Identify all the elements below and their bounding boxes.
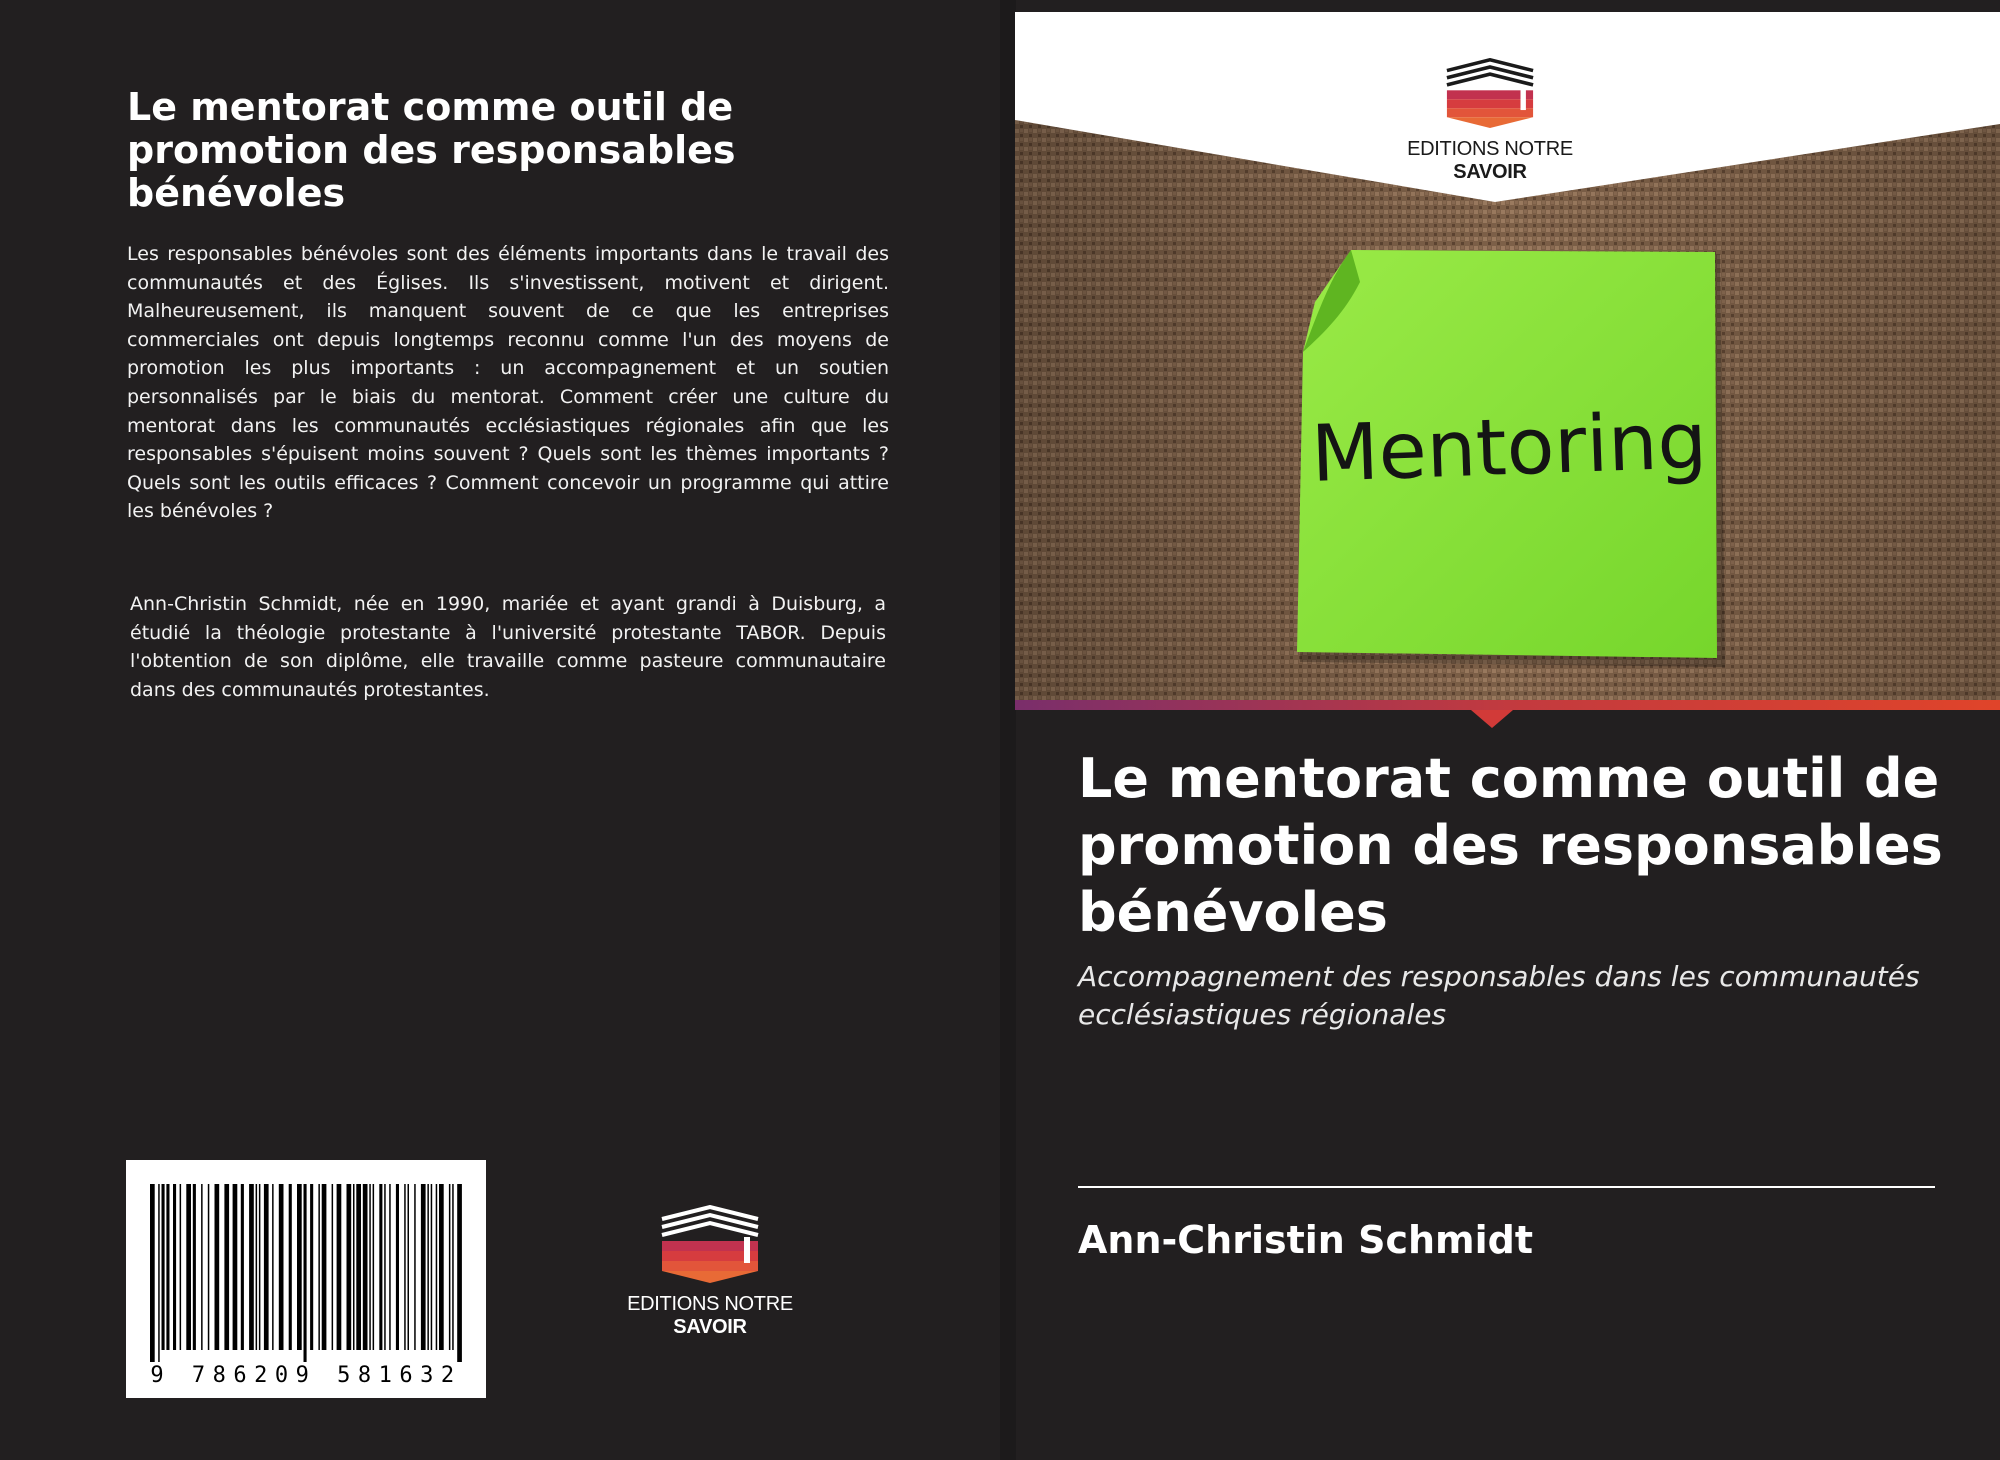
publisher-name-light: EDITIONS NOTRE: [627, 1293, 793, 1315]
back-publisher-name: [590, 1293, 830, 1339]
barcode-bar: [173, 1184, 176, 1350]
author-biography: Ann-Christin Schmidt, née en 1990, mariée et ayant grandi à Duisburg, a étudié la théologie protestante à l'université protestante TABOR. Depuis l'obtention de son diplôme, elle travaille comme pasteure communautaire dans des communautés protestantes.: [130, 593, 886, 701]
barcode-bar: [233, 1184, 238, 1350]
barcode-bar: [449, 1184, 451, 1350]
accent-stripe: [1015, 700, 2000, 710]
barcode-bar: [215, 1184, 220, 1350]
barcode-bar: [457, 1184, 462, 1362]
publisher-name-light: EDITIONS NOTRE: [1407, 138, 1573, 160]
barcode-bar: [318, 1184, 320, 1350]
back-cover-summary: Les responsables bénévoles sont des éléments importants dans le travail des communautés et des Églises. Ils s'investissent, motivent et dirigent. Malheureusement, ils manquent souvent de ce que les entreprises commerciales ont depuis longtemps reconnu comme l'un des moyens de promotion les plus importants : un accompagnement et un soutien personnalisés par le biais du mentorat. Comment créer une culture du mentorat dans les communautés ecclésiastiques régionales afin que les responsables s'épuisent moins souvent ? Quels sont les thèmes importants ? Quels sont les outils efficaces ? Comment concevoir un programme qui attire les bénévoles ?: [127, 243, 889, 523]
barcode-bars: [126, 1160, 486, 1365]
stacked-books-icon: [1443, 58, 1537, 128]
barcode-bar: [289, 1184, 292, 1350]
barcode-bar: [279, 1184, 284, 1350]
barcode-bar: [310, 1184, 313, 1350]
note-text: Mentoring: [1309, 396, 1709, 500]
title-divider: [1078, 1186, 1935, 1188]
barcode-bar: [224, 1184, 229, 1350]
barcode-bar: [337, 1184, 342, 1350]
accent-notch: [1471, 710, 1513, 728]
barcode-bar: [322, 1184, 327, 1350]
barcode-bar: [158, 1184, 160, 1362]
barcode-bar: [431, 1184, 433, 1350]
barcode-bar: [166, 1184, 169, 1350]
barcode-bar: [379, 1184, 382, 1350]
barcode-bar: [180, 1184, 182, 1350]
barcode-bar: [439, 1184, 444, 1350]
back-cover-title: Le mentorat comme outil de promotion des responsables bénévoles: [127, 85, 736, 215]
barcode-bar: [452, 1184, 454, 1350]
barcode-bar: [241, 1184, 244, 1350]
barcode-bar: [259, 1184, 261, 1350]
barcode-bar: [249, 1184, 254, 1350]
barcode-bar: [264, 1184, 269, 1350]
barcode-bar: [186, 1184, 191, 1350]
barcode-bar: [332, 1184, 334, 1350]
barcode-bar: [162, 1184, 165, 1350]
barcode-bar: [384, 1184, 386, 1350]
publisher-name-bold: SAVOIR: [1453, 161, 1527, 183]
stacked-books-icon: [658, 1205, 762, 1283]
barcode-bar: [436, 1184, 438, 1350]
barcode-bar: [304, 1184, 307, 1362]
isbn-number: 9 786209 581632: [150, 1363, 462, 1388]
barcode-bar: [408, 1184, 410, 1350]
barcode-bar: [256, 1184, 258, 1350]
barcode-bar: [150, 1184, 155, 1362]
barcode-bar: [421, 1184, 426, 1350]
barcode-bar: [396, 1184, 399, 1350]
publisher-name-bold: SAVOIR: [673, 1316, 747, 1338]
barcode-bar: [373, 1184, 375, 1350]
front-cover-title: Le mentorat comme outil de promotion des responsables bénévoles: [1078, 747, 1943, 944]
barcode: [126, 1160, 486, 1398]
barcode-bar: [272, 1184, 274, 1350]
barcode-bar: [389, 1184, 391, 1350]
barcode-bar: [427, 1184, 429, 1350]
spine: [1000, 0, 1016, 1460]
barcode-bar: [193, 1184, 196, 1350]
front-publisher-name: [1370, 138, 1610, 184]
barcode-bar: [297, 1184, 302, 1350]
barcode-bar: [208, 1184, 210, 1350]
barcode-bar: [353, 1184, 355, 1350]
barcode-bar: [347, 1184, 352, 1350]
barcode-bar: [369, 1184, 371, 1350]
front-cover-subtitle: Accompagnement des responsables dans les communautés ecclésiastiques régionales: [1078, 960, 1920, 1031]
author-name: Ann-Christin Schmidt: [1078, 1218, 1534, 1262]
barcode-bar: [363, 1184, 368, 1350]
front-publisher-logo: [1370, 58, 1610, 183]
barcode-bar: [414, 1184, 416, 1350]
barcode-bar: [404, 1184, 406, 1350]
back-publisher-logo: [590, 1205, 830, 1338]
barcode-bar: [201, 1184, 203, 1350]
barcode-bar: [356, 1184, 361, 1350]
